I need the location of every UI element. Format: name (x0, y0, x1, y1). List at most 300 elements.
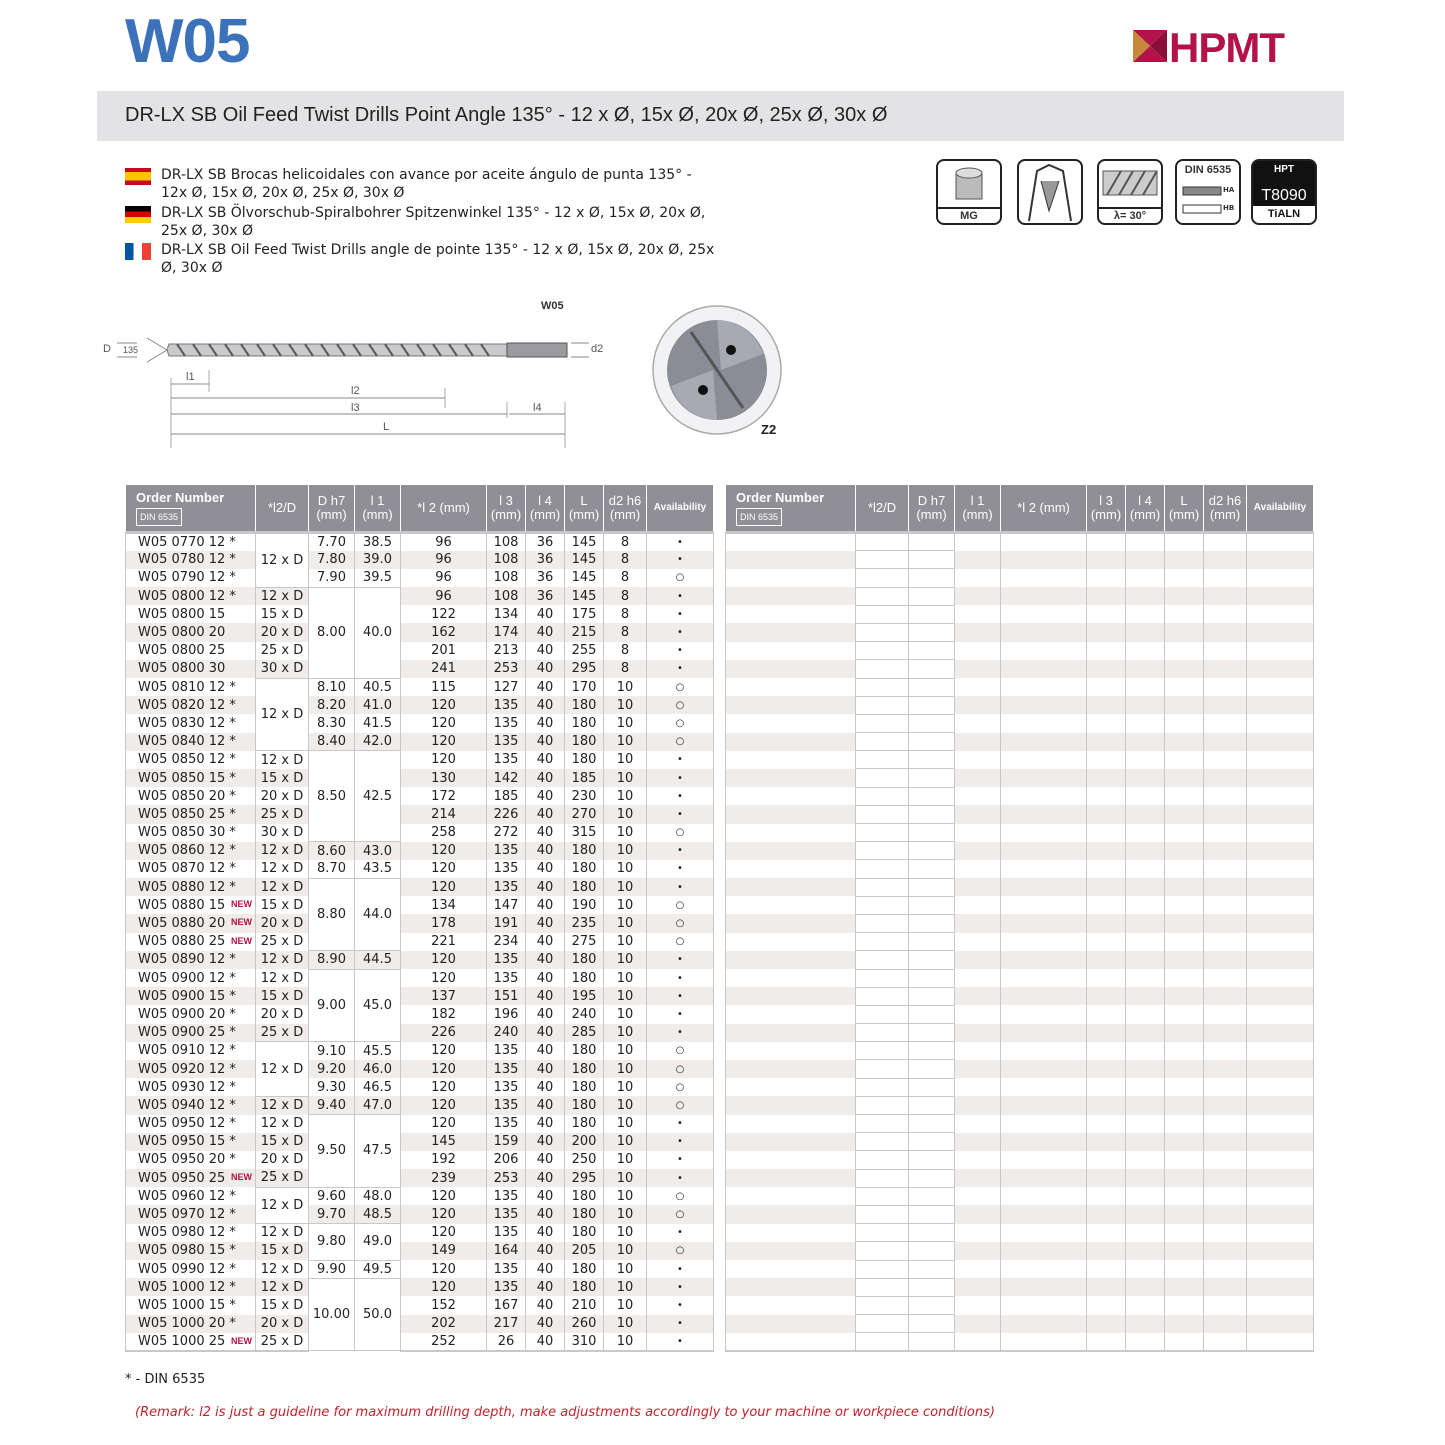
order-number: W05 1000 25 (138, 1333, 226, 1349)
din-ha-label: HA (1223, 186, 1235, 194)
empty-cell (1001, 1096, 1087, 1114)
empty-cell (1087, 678, 1126, 696)
empty-cell (726, 533, 856, 551)
empty-cell (1165, 1169, 1204, 1187)
l4-cell: 40 (526, 1169, 565, 1187)
l2d-cell: 12 x D (256, 842, 309, 860)
l2-cell: 252 (401, 1333, 487, 1351)
empty-cell (726, 1096, 856, 1114)
empty-table-row (726, 914, 1314, 932)
availability-cell: • (647, 1151, 714, 1169)
empty-cell (856, 1060, 909, 1078)
L-cell: 145 (565, 551, 604, 569)
empty-cell (1126, 1096, 1165, 1114)
d2-cell: 10 (604, 1333, 647, 1351)
l2d-cell: 15 x D (256, 605, 309, 623)
empty-cell (1126, 1260, 1165, 1278)
L-cell: 180 (565, 1115, 604, 1133)
empty-table-row (726, 896, 1314, 914)
empty-cell (955, 1187, 1001, 1205)
d2-cell: 8 (604, 587, 647, 605)
d2-cell: 10 (604, 1169, 647, 1187)
empty-table-row (726, 805, 1314, 823)
l2-cell: 120 (401, 969, 487, 987)
empty-cell (856, 1242, 909, 1260)
empty-cell (1087, 769, 1126, 787)
empty-cell (1204, 605, 1247, 623)
empty-cell (1204, 660, 1247, 678)
empty-cell (1001, 1169, 1087, 1187)
empty-cell (955, 1242, 1001, 1260)
table-header-row (126, 485, 714, 533)
material-label: MG (938, 207, 1000, 223)
l2d-cell: 20 x D (256, 1151, 309, 1169)
din-tag: DIN 6535 (736, 508, 782, 526)
empty-cell (1087, 533, 1126, 551)
order-number-cell (126, 569, 256, 587)
l4-cell: 40 (526, 933, 565, 951)
empty-cell (1087, 787, 1126, 805)
L-cell: 180 (565, 1260, 604, 1278)
empty-cell (856, 969, 909, 987)
dh7-cell: 7.90 (309, 569, 355, 587)
empty-cell (1087, 623, 1126, 641)
order-number-cell (126, 787, 256, 805)
empty-cell (1165, 1333, 1204, 1351)
empty-cell (1087, 1296, 1126, 1314)
l3-cell: 159 (487, 1133, 526, 1151)
l2d-cell: 12 x D (256, 1115, 309, 1133)
empty-cell (856, 1005, 909, 1023)
empty-table-row (726, 533, 1314, 551)
empty-cell (856, 1333, 909, 1351)
L-cell: 180 (565, 951, 604, 969)
l2d-cell: 20 x D (256, 1005, 309, 1023)
empty-cell (726, 896, 856, 914)
order-number-cell (126, 1278, 256, 1296)
empty-cell (1001, 714, 1087, 732)
table-row (126, 1224, 714, 1242)
l2d-cell: 30 x D (256, 824, 309, 842)
empty-cell (1247, 878, 1314, 896)
order-number-cell (126, 605, 256, 623)
dh7-cell: 7.80 (309, 551, 355, 569)
l3-cell: 135 (487, 1096, 526, 1114)
availability-cell: ○ (647, 1187, 714, 1205)
l2d-cell: 15 x D (256, 896, 309, 914)
drawing-code: W05 (541, 300, 564, 312)
empty-cell (1001, 1042, 1087, 1060)
spain-flag-icon (125, 168, 151, 185)
L-cell: 315 (565, 824, 604, 842)
order-number: W05 0800 30 (138, 661, 226, 677)
empty-cell (1165, 1042, 1204, 1060)
new-badge: NEW (231, 1172, 252, 1183)
l3-cell: 196 (487, 1005, 526, 1023)
empty-cell (1247, 1096, 1314, 1114)
empty-table-row (726, 987, 1314, 1005)
empty-cell (1126, 751, 1165, 769)
L-cell: 180 (565, 860, 604, 878)
d2-cell: 8 (604, 660, 647, 678)
empty-cell (1204, 1242, 1247, 1260)
empty-cell (1204, 642, 1247, 660)
empty-cell (909, 1278, 955, 1296)
col-l3: l 3 (mm) (487, 485, 526, 533)
drawing-l4-label: l4 (533, 402, 542, 414)
empty-cell (1165, 660, 1204, 678)
empty-cell (955, 642, 1001, 660)
empty-table-row (726, 623, 1314, 641)
empty-cell (1087, 842, 1126, 860)
empty-cell (955, 1224, 1001, 1242)
l3-cell: 151 (487, 987, 526, 1005)
empty-cell (1001, 605, 1087, 623)
empty-cell (1126, 1224, 1165, 1242)
dh7-cell: 8.50 (309, 751, 355, 842)
l4-cell: 40 (526, 824, 565, 842)
order-number: W05 0900 20 * (138, 1006, 236, 1022)
order-number-cell (126, 1224, 256, 1242)
empty-cell (726, 1042, 856, 1060)
availability-cell: • (647, 1115, 714, 1133)
empty-cell (1087, 860, 1126, 878)
empty-cell (1247, 896, 1314, 914)
empty-cell (955, 1133, 1001, 1151)
empty-cell (1204, 623, 1247, 641)
din-6535-icon (1175, 159, 1241, 225)
empty-cell (856, 551, 909, 569)
empty-cell (1126, 714, 1165, 732)
order-number: W05 0960 12 * (138, 1188, 236, 1204)
empty-cell (955, 1333, 1001, 1351)
empty-cell (1247, 660, 1314, 678)
d2-cell: 10 (604, 1024, 647, 1042)
l2d-cell: 12 x D (256, 1187, 309, 1223)
order-number-cell (126, 1078, 256, 1096)
empty-cell (1204, 1151, 1247, 1169)
table-row (126, 1315, 714, 1333)
empty-cell (909, 914, 955, 932)
l2d-cell: 12 x D (256, 1260, 309, 1278)
table-row (126, 1115, 714, 1133)
empty-cell (1165, 1242, 1204, 1260)
l2-cell: 120 (401, 1278, 487, 1296)
empty-cell (1204, 733, 1247, 751)
table-row (126, 660, 714, 678)
empty-cell (955, 805, 1001, 823)
l2-cell: 145 (401, 1133, 487, 1151)
order-number-cell (126, 1187, 256, 1205)
empty-cell (1247, 1205, 1314, 1223)
order-number-cell (126, 860, 256, 878)
empty-cell (1204, 1296, 1247, 1314)
order-number: W05 0790 12 * (138, 570, 236, 586)
availability-cell: ○ (647, 1060, 714, 1078)
empty-table-row (726, 1024, 1314, 1042)
empty-cell (955, 987, 1001, 1005)
table-row (126, 969, 714, 987)
empty-cell (1126, 678, 1165, 696)
l3-cell: 135 (487, 1260, 526, 1278)
page-title: W05 (125, 7, 250, 76)
empty-cell (856, 1205, 909, 1223)
empty-cell (1001, 842, 1087, 860)
empty-cell (856, 878, 909, 896)
empty-cell (1247, 1169, 1314, 1187)
order-number: W05 0880 12 * (138, 879, 236, 895)
l1-cell: 50.0 (355, 1278, 401, 1351)
empty-cell (1087, 551, 1126, 569)
empty-cell (1126, 587, 1165, 605)
empty-cell (726, 951, 856, 969)
d2-cell: 8 (604, 569, 647, 587)
empty-table-row (726, 1078, 1314, 1096)
empty-cell (909, 878, 955, 896)
empty-cell (1165, 842, 1204, 860)
subtitle-banner (97, 91, 1344, 141)
table-row (126, 987, 714, 1005)
order-number: W05 0990 12 * (138, 1261, 236, 1277)
L-cell: 145 (565, 569, 604, 587)
empty-cell (1165, 1278, 1204, 1296)
order-number: W05 0970 12 * (138, 1207, 236, 1223)
l2-cell: 122 (401, 605, 487, 623)
order-number: W05 1000 12 * (138, 1279, 236, 1295)
empty-cell (856, 678, 909, 696)
table-row (126, 733, 714, 751)
empty-cell (726, 1187, 856, 1205)
empty-cell (1247, 1260, 1314, 1278)
L-cell: 180 (565, 1096, 604, 1114)
empty-cell (726, 1224, 856, 1242)
l2d-cell: 12 x D (256, 951, 309, 969)
empty-cell (1126, 569, 1165, 587)
L-cell: 145 (565, 587, 604, 605)
table-row (126, 569, 714, 587)
L-cell: 175 (565, 605, 604, 623)
order-number-cell (126, 1096, 256, 1114)
order-number: W05 1000 15 * (138, 1297, 236, 1313)
empty-table-row (726, 569, 1314, 587)
empty-cell (1247, 623, 1314, 641)
helix-label: λ= 30° (1099, 207, 1161, 223)
d2-cell: 10 (604, 842, 647, 860)
drill-diagram (97, 298, 617, 458)
table-row (126, 1169, 714, 1187)
table-row (126, 824, 714, 842)
empty-cell (955, 914, 1001, 932)
empty-cell (1247, 805, 1314, 823)
order-number: W05 0860 12 * (138, 843, 236, 859)
dh7-cell: 8.70 (309, 860, 355, 878)
empty-cell (1204, 878, 1247, 896)
empty-cell (726, 1133, 856, 1151)
empty-cell (1087, 733, 1126, 751)
table-row (126, 1242, 714, 1260)
L-cell: 195 (565, 987, 604, 1005)
l2-cell: 201 (401, 642, 487, 660)
empty-cell (1247, 914, 1314, 932)
empty-cell (955, 1169, 1001, 1187)
table-row (126, 751, 714, 769)
empty-table-row (726, 1260, 1314, 1278)
empty-cell (1247, 696, 1314, 714)
empty-cell (1165, 1224, 1204, 1242)
l4-cell: 40 (526, 769, 565, 787)
empty-cell (726, 1078, 856, 1096)
L-cell: 295 (565, 1169, 604, 1187)
table-row (126, 1024, 714, 1042)
l2-cell: 214 (401, 805, 487, 823)
l3-cell: 135 (487, 714, 526, 732)
l3-cell: 135 (487, 878, 526, 896)
col-availability: Availability (1247, 485, 1314, 533)
empty-cell (726, 1260, 856, 1278)
order-number: W05 0950 15 * (138, 1134, 236, 1150)
empty-cell (1165, 642, 1204, 660)
empty-cell (1204, 787, 1247, 805)
l4-cell: 40 (526, 1296, 565, 1314)
L-cell: 230 (565, 787, 604, 805)
empty-cell (1165, 751, 1204, 769)
l2-cell: 152 (401, 1296, 487, 1314)
empty-cell (856, 896, 909, 914)
empty-cell (1087, 1278, 1126, 1296)
empty-cell (1087, 605, 1126, 623)
empty-cell (1126, 787, 1165, 805)
empty-cell (909, 805, 955, 823)
order-number-cell (126, 1005, 256, 1023)
availability-cell: ○ (647, 696, 714, 714)
availability-cell: ○ (647, 733, 714, 751)
empty-cell (1204, 696, 1247, 714)
l2-cell: 120 (401, 1187, 487, 1205)
availability-cell: • (647, 1005, 714, 1023)
empty-cell (1165, 1060, 1204, 1078)
table-row (126, 878, 714, 896)
empty-cell (1204, 1333, 1247, 1351)
empty-cell (909, 1169, 955, 1187)
l2-cell: 134 (401, 896, 487, 914)
material-mg-icon (936, 159, 1002, 225)
empty-table-row (726, 660, 1314, 678)
l4-cell: 40 (526, 751, 565, 769)
l1-cell: 45.5 (355, 1042, 401, 1060)
table-row (126, 1042, 714, 1060)
empty-cell (909, 1151, 955, 1169)
order-number-cell (126, 914, 256, 932)
empty-cell (726, 1005, 856, 1023)
empty-cell (1087, 1078, 1126, 1096)
empty-cell (1204, 951, 1247, 969)
empty-cell (726, 1060, 856, 1078)
empty-cell (1247, 987, 1314, 1005)
empty-cell (1126, 933, 1165, 951)
table-row (126, 951, 714, 969)
l4-cell: 40 (526, 1096, 565, 1114)
order-number-cell (126, 1133, 256, 1151)
empty-cell (856, 769, 909, 787)
empty-table-row (726, 1133, 1314, 1151)
L-cell: 185 (565, 769, 604, 787)
empty-cell (955, 1278, 1001, 1296)
empty-cell (726, 569, 856, 587)
d2-cell: 10 (604, 914, 647, 932)
order-number-cell (126, 551, 256, 569)
order-number-cell (126, 1169, 256, 1187)
empty-cell (1165, 1260, 1204, 1278)
empty-table-row (726, 951, 1314, 969)
d2-cell: 10 (604, 1060, 647, 1078)
order-number: W05 0850 25 * (138, 806, 236, 822)
empty-cell (1001, 933, 1087, 951)
l4-cell: 36 (526, 533, 565, 551)
order-number: W05 0920 12 * (138, 1061, 236, 1077)
empty-cell (955, 751, 1001, 769)
l2-cell: 120 (401, 878, 487, 896)
empty-cell (1001, 896, 1087, 914)
empty-cell (856, 1169, 909, 1187)
empty-cell (1247, 569, 1314, 587)
coating-grade: T8090 (1261, 187, 1307, 204)
l4-cell: 40 (526, 805, 565, 823)
empty-cell (1001, 878, 1087, 896)
table-row (126, 533, 714, 551)
col-l4: l 4 (mm) (526, 485, 565, 533)
col-l1: l 1 (mm) (955, 485, 1001, 533)
l1-cell: 46.5 (355, 1078, 401, 1096)
empty-cell (1087, 1169, 1126, 1187)
empty-cell (1001, 1005, 1087, 1023)
l2-cell: 149 (401, 1242, 487, 1260)
col-l4: l 4 (mm) (1126, 485, 1165, 533)
d2-cell: 10 (604, 1187, 647, 1205)
order-number-cell (126, 714, 256, 732)
dh7-cell: 9.10 (309, 1042, 355, 1060)
empty-cell (856, 860, 909, 878)
order-number-cell (126, 1333, 256, 1351)
order-number-cell (126, 623, 256, 641)
dh7-cell: 8.00 (309, 587, 355, 678)
availability-cell: ○ (647, 896, 714, 914)
empty-cell (909, 860, 955, 878)
empty-cell (1126, 1296, 1165, 1314)
d2-cell: 10 (604, 733, 647, 751)
empty-cell (726, 1315, 856, 1333)
empty-cell (726, 751, 856, 769)
order-number: W05 0850 20 * (138, 788, 236, 804)
order-number-cell (126, 1151, 256, 1169)
d2-cell: 8 (604, 551, 647, 569)
l2-cell: 192 (401, 1151, 487, 1169)
empty-cell (1204, 551, 1247, 569)
empty-table-row (726, 878, 1314, 896)
l3-cell: 135 (487, 1078, 526, 1096)
l2d-cell: 12 x D (256, 678, 309, 751)
empty-cell (909, 587, 955, 605)
l2-cell: 120 (401, 1060, 487, 1078)
empty-cell (1204, 824, 1247, 842)
l3-cell: 108 (487, 533, 526, 551)
empty-cell (1247, 1060, 1314, 1078)
l4-cell: 40 (526, 987, 565, 1005)
empty-cell (1247, 824, 1314, 842)
l4-cell: 40 (526, 1078, 565, 1096)
empty-cell (1001, 1278, 1087, 1296)
empty-cell (1165, 605, 1204, 623)
empty-cell (1204, 1260, 1247, 1278)
